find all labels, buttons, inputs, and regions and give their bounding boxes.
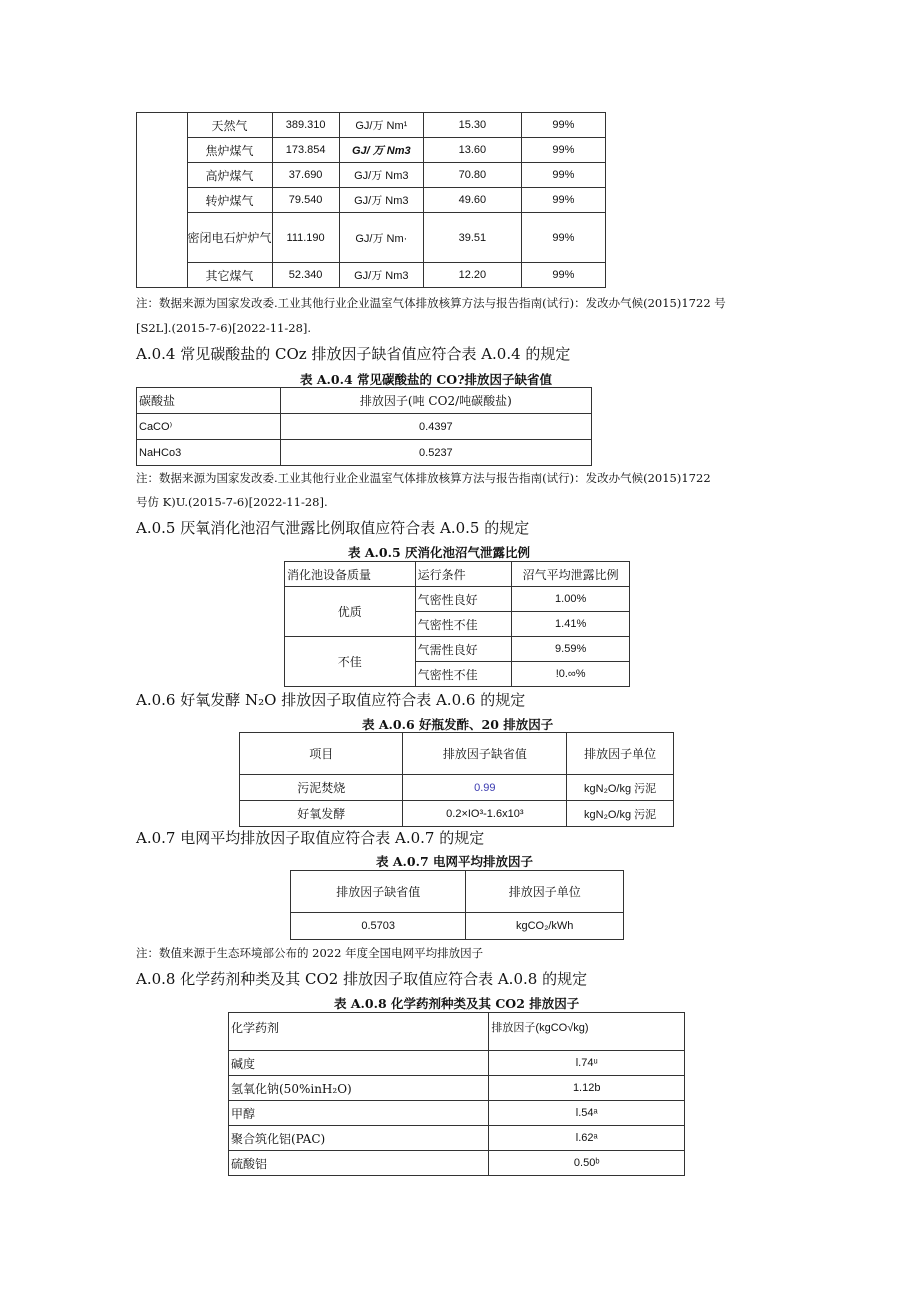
grid-factor-value: 0.5703 xyxy=(291,913,466,940)
table-row xyxy=(137,263,606,288)
table-header-row xyxy=(291,871,624,913)
grid-factor-unit: kgCO₂/kWh xyxy=(466,913,624,940)
gas-factor: 15.30 xyxy=(423,113,521,138)
gas-unit: GJ/万 Nm¹ xyxy=(339,113,423,138)
gas-factor: 39.51 xyxy=(423,213,521,263)
operating-condition: 气需性良好 xyxy=(415,637,512,662)
table-row xyxy=(137,414,592,440)
leak-ratio: !0.∞% xyxy=(512,662,630,687)
chemical-name: 硫酸铝 xyxy=(229,1151,489,1176)
table-row xyxy=(240,775,674,801)
gas-unit: GJ/万 Nm3 xyxy=(339,263,423,288)
carbonate-table xyxy=(136,387,592,466)
operating-condition: 气密性不佳 xyxy=(415,662,512,687)
chemical-factor: l.62ᵃ xyxy=(489,1126,685,1151)
chemical-factor: l.74ᵘ xyxy=(489,1051,685,1076)
chemical-factor: 1.12b xyxy=(489,1076,685,1101)
operating-condition: 气密性不佳 xyxy=(415,612,512,637)
gas-rate: 99% xyxy=(521,163,605,188)
gas-name: 转炉煤气 xyxy=(187,188,272,213)
table-row xyxy=(291,913,624,940)
table-header-row xyxy=(240,733,674,775)
leak-ratio: 9.59% xyxy=(512,637,630,662)
gas-unit: GJ/万 Nm· xyxy=(339,213,423,263)
gas-rate: 99% xyxy=(521,138,605,163)
item-name: 好氧发酵 xyxy=(240,801,403,827)
gas-value: 52.340 xyxy=(272,263,339,288)
chemical-name: 聚合筑化铝(PAC) xyxy=(229,1126,489,1151)
table-caption-a05: 表 A.0.5 厌消化池沼气泄露比例 xyxy=(348,545,531,560)
table-row xyxy=(285,637,630,662)
gas-rate: 99% xyxy=(521,263,605,288)
gas-unit: GJ/ 万 Nm3 xyxy=(339,138,423,163)
carbonate-name: NaHCo3 xyxy=(137,440,281,466)
n2o-factor-table xyxy=(239,732,674,827)
gas-value: 37.690 xyxy=(272,163,339,188)
table-header-row xyxy=(137,388,592,414)
gas-rate: 99% xyxy=(521,213,605,263)
carbonate-factor: 0.5237 xyxy=(280,440,591,466)
biogas-leak-table xyxy=(284,561,630,687)
source-note-line2: 号仿 K)U.(2015-7-6)[2022-11-28]. xyxy=(136,495,328,509)
gas-unit: GJ/万 Nm3 xyxy=(339,163,423,188)
carbonate-factor: 0.4397 xyxy=(280,414,591,440)
device-quality: 优质 xyxy=(285,587,416,637)
source-note-line1: 注：数据来源为国家发改委.工业其他行业企业温室气体排放核算方法与报告指南(试行)：发改办气候(2015)1722 xyxy=(136,471,711,485)
table-caption-a07: 表 A.0.7 电网平均排放因子 xyxy=(376,854,534,869)
chemical-factor-table xyxy=(228,1012,685,1176)
column-header: 排放因子(kgCO√kg) xyxy=(489,1013,685,1051)
section-heading-a07: A.0.7 电网平均排放因子取值应符合表 A.0.7 的规定 xyxy=(136,829,485,847)
factor-unit: kgN₂O/kg 污泥 xyxy=(567,801,674,827)
table-header-row xyxy=(285,562,630,587)
gas-value: 389.310 xyxy=(272,113,339,138)
operating-condition: 气密性良好 xyxy=(415,587,512,612)
table-header-row xyxy=(229,1013,685,1051)
gas-unit: GJ/万 Nm3 xyxy=(339,188,423,213)
section-heading-a05: A.0.5 厌氧消化池沼气泄露比例取值应符合表 A.0.5 的规定 xyxy=(136,519,530,537)
factor-value: 0.99 xyxy=(403,775,567,801)
table-row xyxy=(229,1151,685,1176)
table-caption-a04: 表 A.0.4 常见碳酸盐的 CO?排放因子缺省值 xyxy=(300,372,553,387)
factor-value: 0.2×IO³-1.6x10³ xyxy=(403,801,567,827)
leak-ratio: 1.41% xyxy=(512,612,630,637)
leak-ratio: 1.00% xyxy=(512,587,630,612)
column-header: 碳酸盐 xyxy=(137,388,281,414)
table-row xyxy=(229,1101,685,1126)
chemical-factor: l.54ᵃ xyxy=(489,1101,685,1126)
column-header: 排放因子单位 xyxy=(567,733,674,775)
gas-factor: 12.20 xyxy=(423,263,521,288)
table-row xyxy=(137,113,606,138)
table-caption-a08: 表 A.0.8 化学药剂种类及其 CO2 排放因子 xyxy=(334,996,580,1011)
column-header: 排放因子(吨 CO2/吨碳酸盐) xyxy=(280,388,591,414)
column-header: 消化池设备质量 xyxy=(285,562,416,587)
column-header: 排放因子缺省值 xyxy=(403,733,567,775)
gas-name: 其它煤气 xyxy=(187,263,272,288)
gas-name: 高炉煤气 xyxy=(187,163,272,188)
gas-value: 173.854 xyxy=(272,138,339,163)
table-row xyxy=(229,1051,685,1076)
column-header: 沼气平均泄露比例 xyxy=(512,562,630,587)
gas-rate: 99% xyxy=(521,113,605,138)
merged-category-cell xyxy=(137,113,188,288)
table-row xyxy=(285,587,630,612)
carbonate-name: CaCO⁾ xyxy=(137,414,281,440)
column-header: 排放因子单位 xyxy=(466,871,624,913)
table-row xyxy=(137,138,606,163)
gas-factor: 49.60 xyxy=(423,188,521,213)
device-quality: 不佳 xyxy=(285,637,416,687)
item-name: 污泥焚烧 xyxy=(240,775,403,801)
gas-name: 密闭电石炉炉气 xyxy=(187,213,272,263)
column-header: 运行条件 xyxy=(415,562,512,587)
table-row xyxy=(137,163,606,188)
gas-value: 111.190 xyxy=(272,213,339,263)
table-row xyxy=(229,1126,685,1151)
source-note-line1: 注：数据来源为国家发改委.工业其他行业企业温室气体排放核算方法与报告指南(试行)：发改办气候(2015)1722 号 xyxy=(136,296,726,310)
chemical-name: 碱度 xyxy=(229,1051,489,1076)
gas-name: 天然气 xyxy=(187,113,272,138)
gas-value: 79.540 xyxy=(272,188,339,213)
table-caption-a06: 表 A.0.6 好瓶发酢、20 排放因子 xyxy=(362,717,554,732)
chemical-name: 氢氧化钠(50%inH₂O) xyxy=(229,1076,489,1101)
table-row xyxy=(229,1076,685,1101)
gas-rate: 99% xyxy=(521,188,605,213)
factor-unit: kgN₂O/kg 污泥 xyxy=(567,775,674,801)
table-row xyxy=(137,213,606,263)
chemical-name: 甲醇 xyxy=(229,1101,489,1126)
table-row xyxy=(137,188,606,213)
gas-name: 焦炉煤气 xyxy=(187,138,272,163)
table-row xyxy=(240,801,674,827)
column-header: 排放因子缺省值 xyxy=(291,871,466,913)
section-heading-a06: A.0.6 好氧发酵 N₂O 排放因子取值应符合表 A.0.6 的规定 xyxy=(136,691,526,709)
gas-table xyxy=(136,112,606,288)
column-header: 化学药剂 xyxy=(229,1013,489,1051)
column-header: 项目 xyxy=(240,733,403,775)
source-note: 注：数值来源于生态环境部公布的 2022 年度全国电网平均排放因子 xyxy=(136,946,484,960)
source-note-line2: [S2L].(2015-7-6)[2022-11-28]. xyxy=(136,321,312,335)
chemical-factor: 0.50ᵇ xyxy=(489,1151,685,1176)
section-heading-a04: A.0.4 常见碳酸盐的 COz 排放因子缺省值应符合表 A.0.4 的规定 xyxy=(136,345,571,363)
grid-factor-table xyxy=(290,870,624,940)
table-row xyxy=(137,440,592,466)
gas-factor: 13.60 xyxy=(423,138,521,163)
gas-factor: 70.80 xyxy=(423,163,521,188)
section-heading-a08: A.0.8 化学药剂种类及其 CO2 排放因子取值应符合表 A.0.8 的规定 xyxy=(136,970,588,988)
